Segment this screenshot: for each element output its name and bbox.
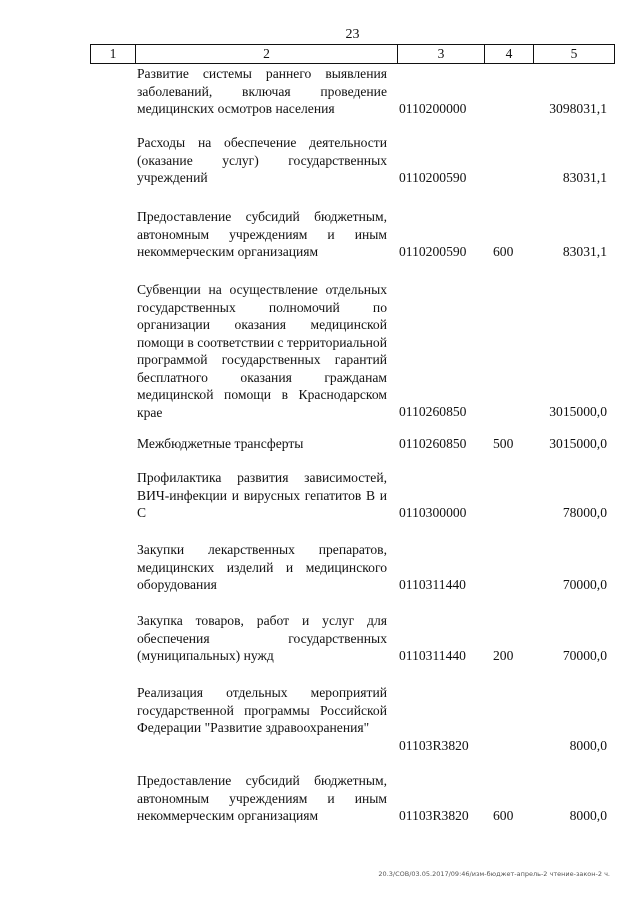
row-name: Предоставление субсидий бюджетным, автономным учреждениям и иным некоммерческим организациям xyxy=(137,209,387,259)
table-row xyxy=(137,541,607,601)
row-name: Межбюджетные трансферты xyxy=(137,436,304,451)
table-row xyxy=(137,612,607,672)
row-code: 0110311440 xyxy=(399,577,466,592)
table-row xyxy=(137,134,607,194)
row-type: 200 xyxy=(493,648,514,663)
row-code: 0110311440 xyxy=(399,648,466,663)
table-row xyxy=(137,772,607,832)
column-header-2: 2 xyxy=(136,45,398,64)
table-row xyxy=(137,684,607,759)
row-code: 01103R3820 xyxy=(399,738,469,753)
table-row xyxy=(137,281,607,421)
table-row xyxy=(137,435,607,455)
row-code: 01103R3820 xyxy=(399,808,469,823)
column-header-table xyxy=(90,44,615,64)
row-type: 600 xyxy=(493,808,514,823)
row-code: 0110200000 xyxy=(399,101,467,116)
table-row xyxy=(137,208,607,268)
row-amount: 8000,0 xyxy=(569,738,607,753)
row-name: Субвенции на осуществление отдельных государственных полномочий по организации оказания медицинской помощи в соответствии с территориальной программой государственных гарантий бесплатного оказания гражданам медицинской помощи в Краснодарском крае xyxy=(137,282,387,420)
row-code: 0110300000 xyxy=(399,505,467,520)
page-number: 23 xyxy=(345,27,360,42)
row-name: Профилактика развития зависимостей, ВИЧ-инфекции и вирусных гепатитов В и С xyxy=(137,470,387,520)
column-header-row xyxy=(91,45,615,64)
table-row xyxy=(137,469,607,529)
row-amount: 8000,0 xyxy=(569,808,607,823)
column-header-5: 5 xyxy=(534,45,615,64)
row-name: Расходы на обеспечение деятельности (оказание услуг) государственных учреждений xyxy=(137,135,387,185)
row-amount: 3015000,0 xyxy=(549,436,607,451)
table-row xyxy=(137,65,607,125)
row-name: Закупка товаров, работ и услуг для обеспечения государственных (муниципальных) нужд xyxy=(137,613,387,663)
footer-file-reference: 20.3/СОВ/03.05.2017/09:46/изм-бюджет-апрель-2 чтение-закон-2 ч. xyxy=(378,870,610,878)
row-amount: 70000,0 xyxy=(562,577,607,592)
row-amount: 83031,1 xyxy=(562,244,607,259)
row-amount: 70000,0 xyxy=(562,648,607,663)
column-header-3: 3 xyxy=(398,45,485,64)
column-header-4: 4 xyxy=(485,45,534,64)
row-name: Закупки лекарственных препаратов, медицинских изделий и медицинского оборудования xyxy=(137,542,387,592)
row-code: 0110200590 xyxy=(399,170,467,185)
row-name: Реализация отдельных мероприятий государственной программы Российской Федерации "Развитие здравоохранения" xyxy=(137,685,387,735)
row-name: Развитие системы раннего выявления заболеваний, включая проведение медицинских осмотров населения xyxy=(137,66,387,116)
row-amount: 83031,1 xyxy=(562,170,607,185)
row-code: 0110200590 xyxy=(399,244,467,259)
row-code: 0110260850 xyxy=(399,404,467,419)
row-code: 0110260850 xyxy=(399,436,467,451)
row-amount: 78000,0 xyxy=(562,505,607,520)
row-type: 500 xyxy=(493,436,514,451)
row-amount: 3098031,1 xyxy=(549,101,607,116)
column-header-1: 1 xyxy=(91,45,136,64)
row-type: 600 xyxy=(493,244,514,259)
row-name: Предоставление субсидий бюджетным, автономным учреждениям и иным некоммерческим организациям xyxy=(137,773,387,823)
row-amount: 3015000,0 xyxy=(549,404,607,419)
